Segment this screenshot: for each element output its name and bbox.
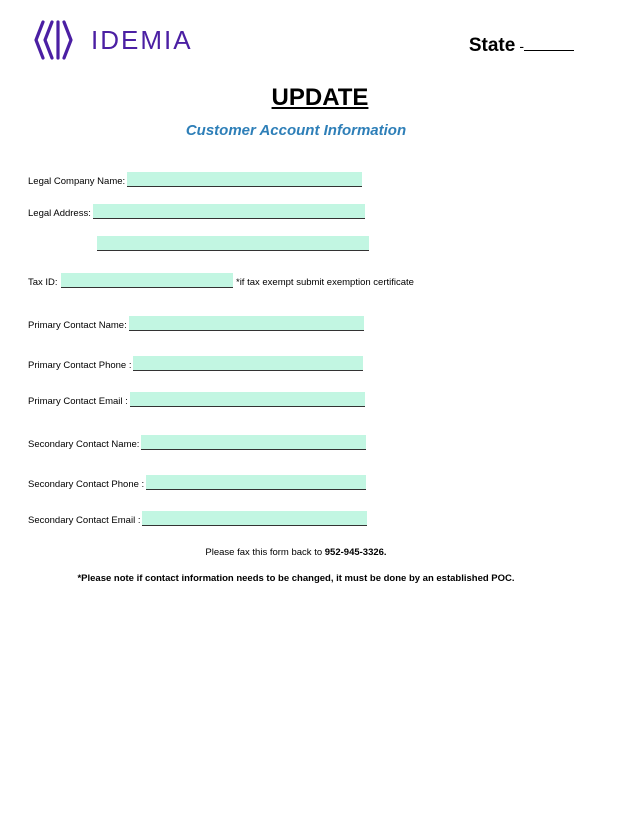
state-label: State xyxy=(468,35,516,56)
tax-exempt-note: *if tax exempt submit exemption certificate xyxy=(236,277,414,288)
page-title: UPDATE xyxy=(271,84,369,111)
state-dash: - xyxy=(519,38,524,54)
fax-number: 952-945-3326. xyxy=(324,547,387,558)
legal-company-name-field[interactable] xyxy=(127,172,362,187)
legal-company-name-label: Legal Company Name: xyxy=(28,176,126,187)
primary-contact-phone-label: Primary Contact Phone : xyxy=(28,360,132,371)
tax-id-label: Tax ID: xyxy=(28,277,58,288)
secondary-contact-email-label: Secondary Contact Email : xyxy=(28,515,141,526)
fax-instruction xyxy=(0,547,592,558)
primary-contact-name-label: Primary Contact Name: xyxy=(28,320,127,331)
secondary-contact-name-label: Secondary Contact Name: xyxy=(28,439,140,450)
legal-address-field-line1[interactable] xyxy=(93,204,365,219)
fax-text: Please fax this form back to xyxy=(205,547,323,558)
idemia-logo xyxy=(33,18,203,62)
secondary-contact-phone-field[interactable] xyxy=(146,475,366,490)
logo-text: IDEMIA xyxy=(91,24,193,55)
legal-address-field-line2[interactable] xyxy=(97,236,369,251)
page-subtitle: Customer Account Information xyxy=(185,122,407,139)
state-input-line[interactable] xyxy=(524,36,574,51)
primary-contact-email-label: Primary Contact Email : xyxy=(28,396,128,407)
legal-address-label: Legal Address: xyxy=(28,208,91,219)
secondary-contact-phone-label: Secondary Contact Phone : xyxy=(28,479,145,490)
primary-contact-name-field[interactable] xyxy=(129,316,364,331)
tax-id-field[interactable] xyxy=(61,273,233,288)
state-field xyxy=(469,35,574,57)
primary-contact-email-field[interactable] xyxy=(130,392,365,407)
idemia-logo-mark-icon xyxy=(33,18,83,62)
secondary-contact-name-field[interactable] xyxy=(141,435,366,450)
secondary-contact-email-field[interactable] xyxy=(142,511,367,526)
poc-note: *Please note if contact information needs to be changed, it must be done by an established POC. xyxy=(77,573,515,584)
primary-contact-phone-field[interactable] xyxy=(133,356,363,371)
